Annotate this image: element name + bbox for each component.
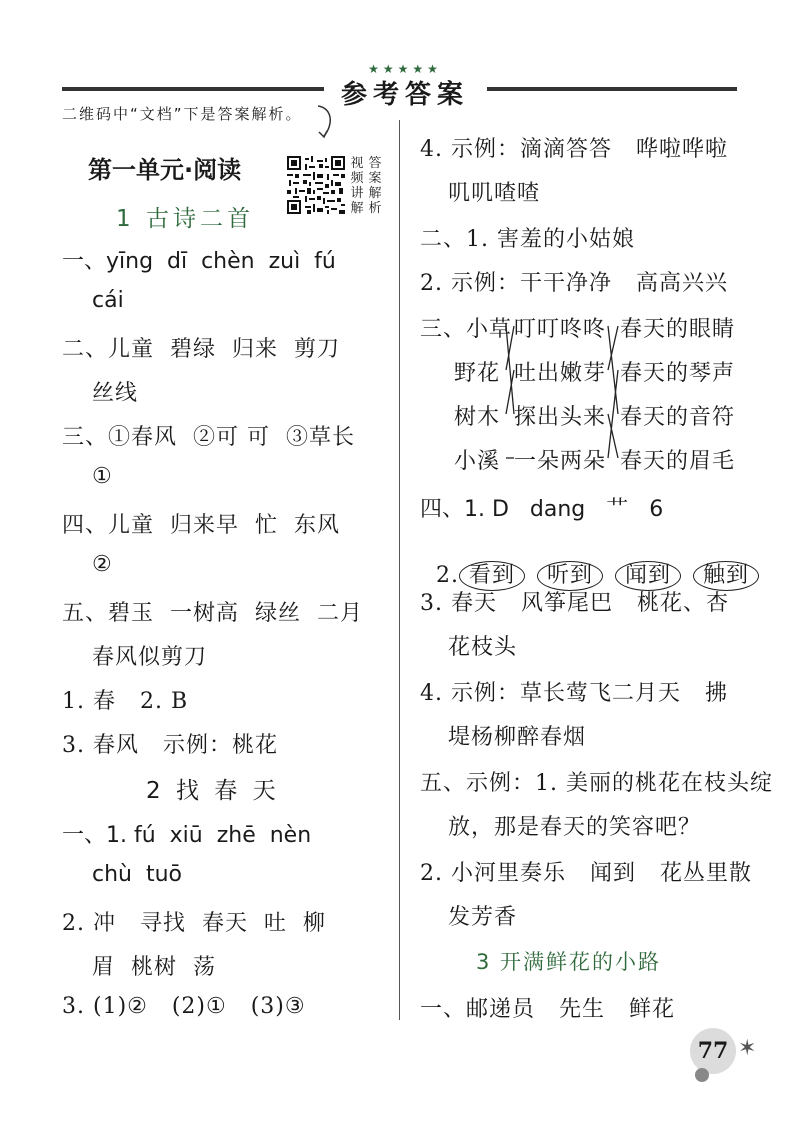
match-prefix: 三、 xyxy=(420,317,467,342)
pointer-arrow-icon xyxy=(312,104,336,140)
section-title-3: 3 开满鲜花的小路 xyxy=(476,950,662,974)
dot-decoration xyxy=(695,1068,709,1082)
answer-line: 1. 春 2. B xyxy=(62,689,189,714)
match-right-item: 春天的眉毛 xyxy=(620,449,736,474)
circled-word: 闻到 xyxy=(615,561,681,591)
page-number: 77 xyxy=(690,1028,736,1074)
qr-label-video: 视频讲解 xyxy=(350,156,364,216)
answer-number: 2. xyxy=(436,563,459,588)
match-mid-item: 叮叮咚咚 xyxy=(514,317,607,342)
answer-line: 四、儿童 归来早 忙 东风 xyxy=(62,513,340,538)
match-link xyxy=(506,326,514,414)
answer-line: 放，那是春天的笑容吧？ xyxy=(448,815,702,840)
answer-line: 春风似剪刀 xyxy=(92,645,208,670)
answer-line: 4. 示例：滴滴答答 哗啦哗啦 xyxy=(420,137,728,162)
match-mid-item: 一朵两朵 xyxy=(514,449,607,474)
answer-line: 丝线 xyxy=(92,381,139,406)
qr-label-answer: 答案解析 xyxy=(368,156,382,216)
section-title-1: 1 古诗二首 xyxy=(116,206,254,232)
answer-line: 一、1. fú xiū zhē nèn xyxy=(62,823,312,848)
answer-line: 二、1. 害羞的小姑娘 xyxy=(420,227,635,252)
answer-line xyxy=(420,492,663,523)
match-left-item: 树木 xyxy=(454,405,501,430)
header-rule-left xyxy=(62,87,324,91)
match-left-item: 野花 xyxy=(454,361,501,386)
answer-text: 四、1. D dang 艹 6 xyxy=(420,497,664,522)
unit-title: 第一单元·阅读 xyxy=(88,156,242,184)
match-lines xyxy=(490,312,630,482)
answer-line: 叽叽喳喳 xyxy=(448,181,541,206)
answer-line: ② xyxy=(92,552,113,577)
match-link xyxy=(608,414,618,458)
match-mid-item: 吐出嫩芽 xyxy=(514,361,607,386)
qr-labels xyxy=(349,156,389,218)
answer-line: 堤杨柳醉春烟 xyxy=(448,725,587,750)
answer-line: 二、儿童 碧绿 归来 剪刀 xyxy=(62,337,340,362)
match-left-item: 小溪 xyxy=(454,449,501,474)
match-left-item: 小草 xyxy=(466,317,513,342)
match-mid-item: 探出头来 xyxy=(514,405,607,430)
answer-line: 五、示例：1. 美丽的桃花在枝头绽 xyxy=(420,771,773,796)
answer-line: ① xyxy=(92,464,113,489)
section-title-2: 2 找 春 天 xyxy=(146,778,280,804)
answer-line: 花枝头 xyxy=(448,635,518,660)
answer-line: 一、邮递员 先生 鲜花 xyxy=(420,997,675,1022)
answer-line: 2. 小河里奏乐 闻到 花丛里散 xyxy=(420,861,752,886)
circled-answer-line xyxy=(420,536,771,591)
answer-line: 三、①春风 ②可 可 ③草长 xyxy=(62,425,355,450)
page-title: 参考答案 xyxy=(340,80,469,110)
match-link xyxy=(608,326,618,414)
answer-line: 3. 春风 示例：桃花 xyxy=(62,733,278,758)
circled-word: 听到 xyxy=(537,561,603,591)
qr-note: 二维码中“文档”下是答案解析。 xyxy=(62,105,303,123)
qr-code-icon[interactable] xyxy=(287,156,345,214)
answer-line: 2. 冲 寻找 春天 吐 柳 xyxy=(62,911,326,936)
answer-line: 五、碧玉 一树高 绿丝 二月 xyxy=(62,601,363,626)
answer-line: 发芳香 xyxy=(448,905,518,930)
answer-line: chù tuō xyxy=(92,862,182,887)
header-stars: ★★★★★ xyxy=(368,62,442,76)
match-right-item: 春天的琴声 xyxy=(620,361,736,386)
column-divider xyxy=(399,120,400,1020)
match-right-item: 春天的眼睛 xyxy=(620,317,736,342)
answer-line: 3. (1)② (2)① (3)③ xyxy=(62,994,306,1019)
header-rule-right xyxy=(487,87,737,91)
answer-line: 4. 示例：草长莺飞二月天 拂 xyxy=(420,681,728,706)
circled-word: 看到 xyxy=(459,561,525,591)
match-right-item: 春天的音符 xyxy=(620,405,736,430)
answer-line: 眉 桃树 荡 xyxy=(92,955,216,980)
answer-line: 3. 春天 风筝尾巴 桃花、杏 xyxy=(420,591,729,616)
answer-line: 一、yīng dī chèn zuì fú xyxy=(62,249,336,274)
match-link xyxy=(608,326,618,370)
star-icon: ✶ xyxy=(738,1036,757,1061)
match-link xyxy=(608,370,618,458)
answer-line: 2. 示例：干干净净 高高兴兴 xyxy=(420,271,728,296)
circled-word: 触到 xyxy=(693,561,759,591)
answer-line: cái xyxy=(92,288,124,313)
